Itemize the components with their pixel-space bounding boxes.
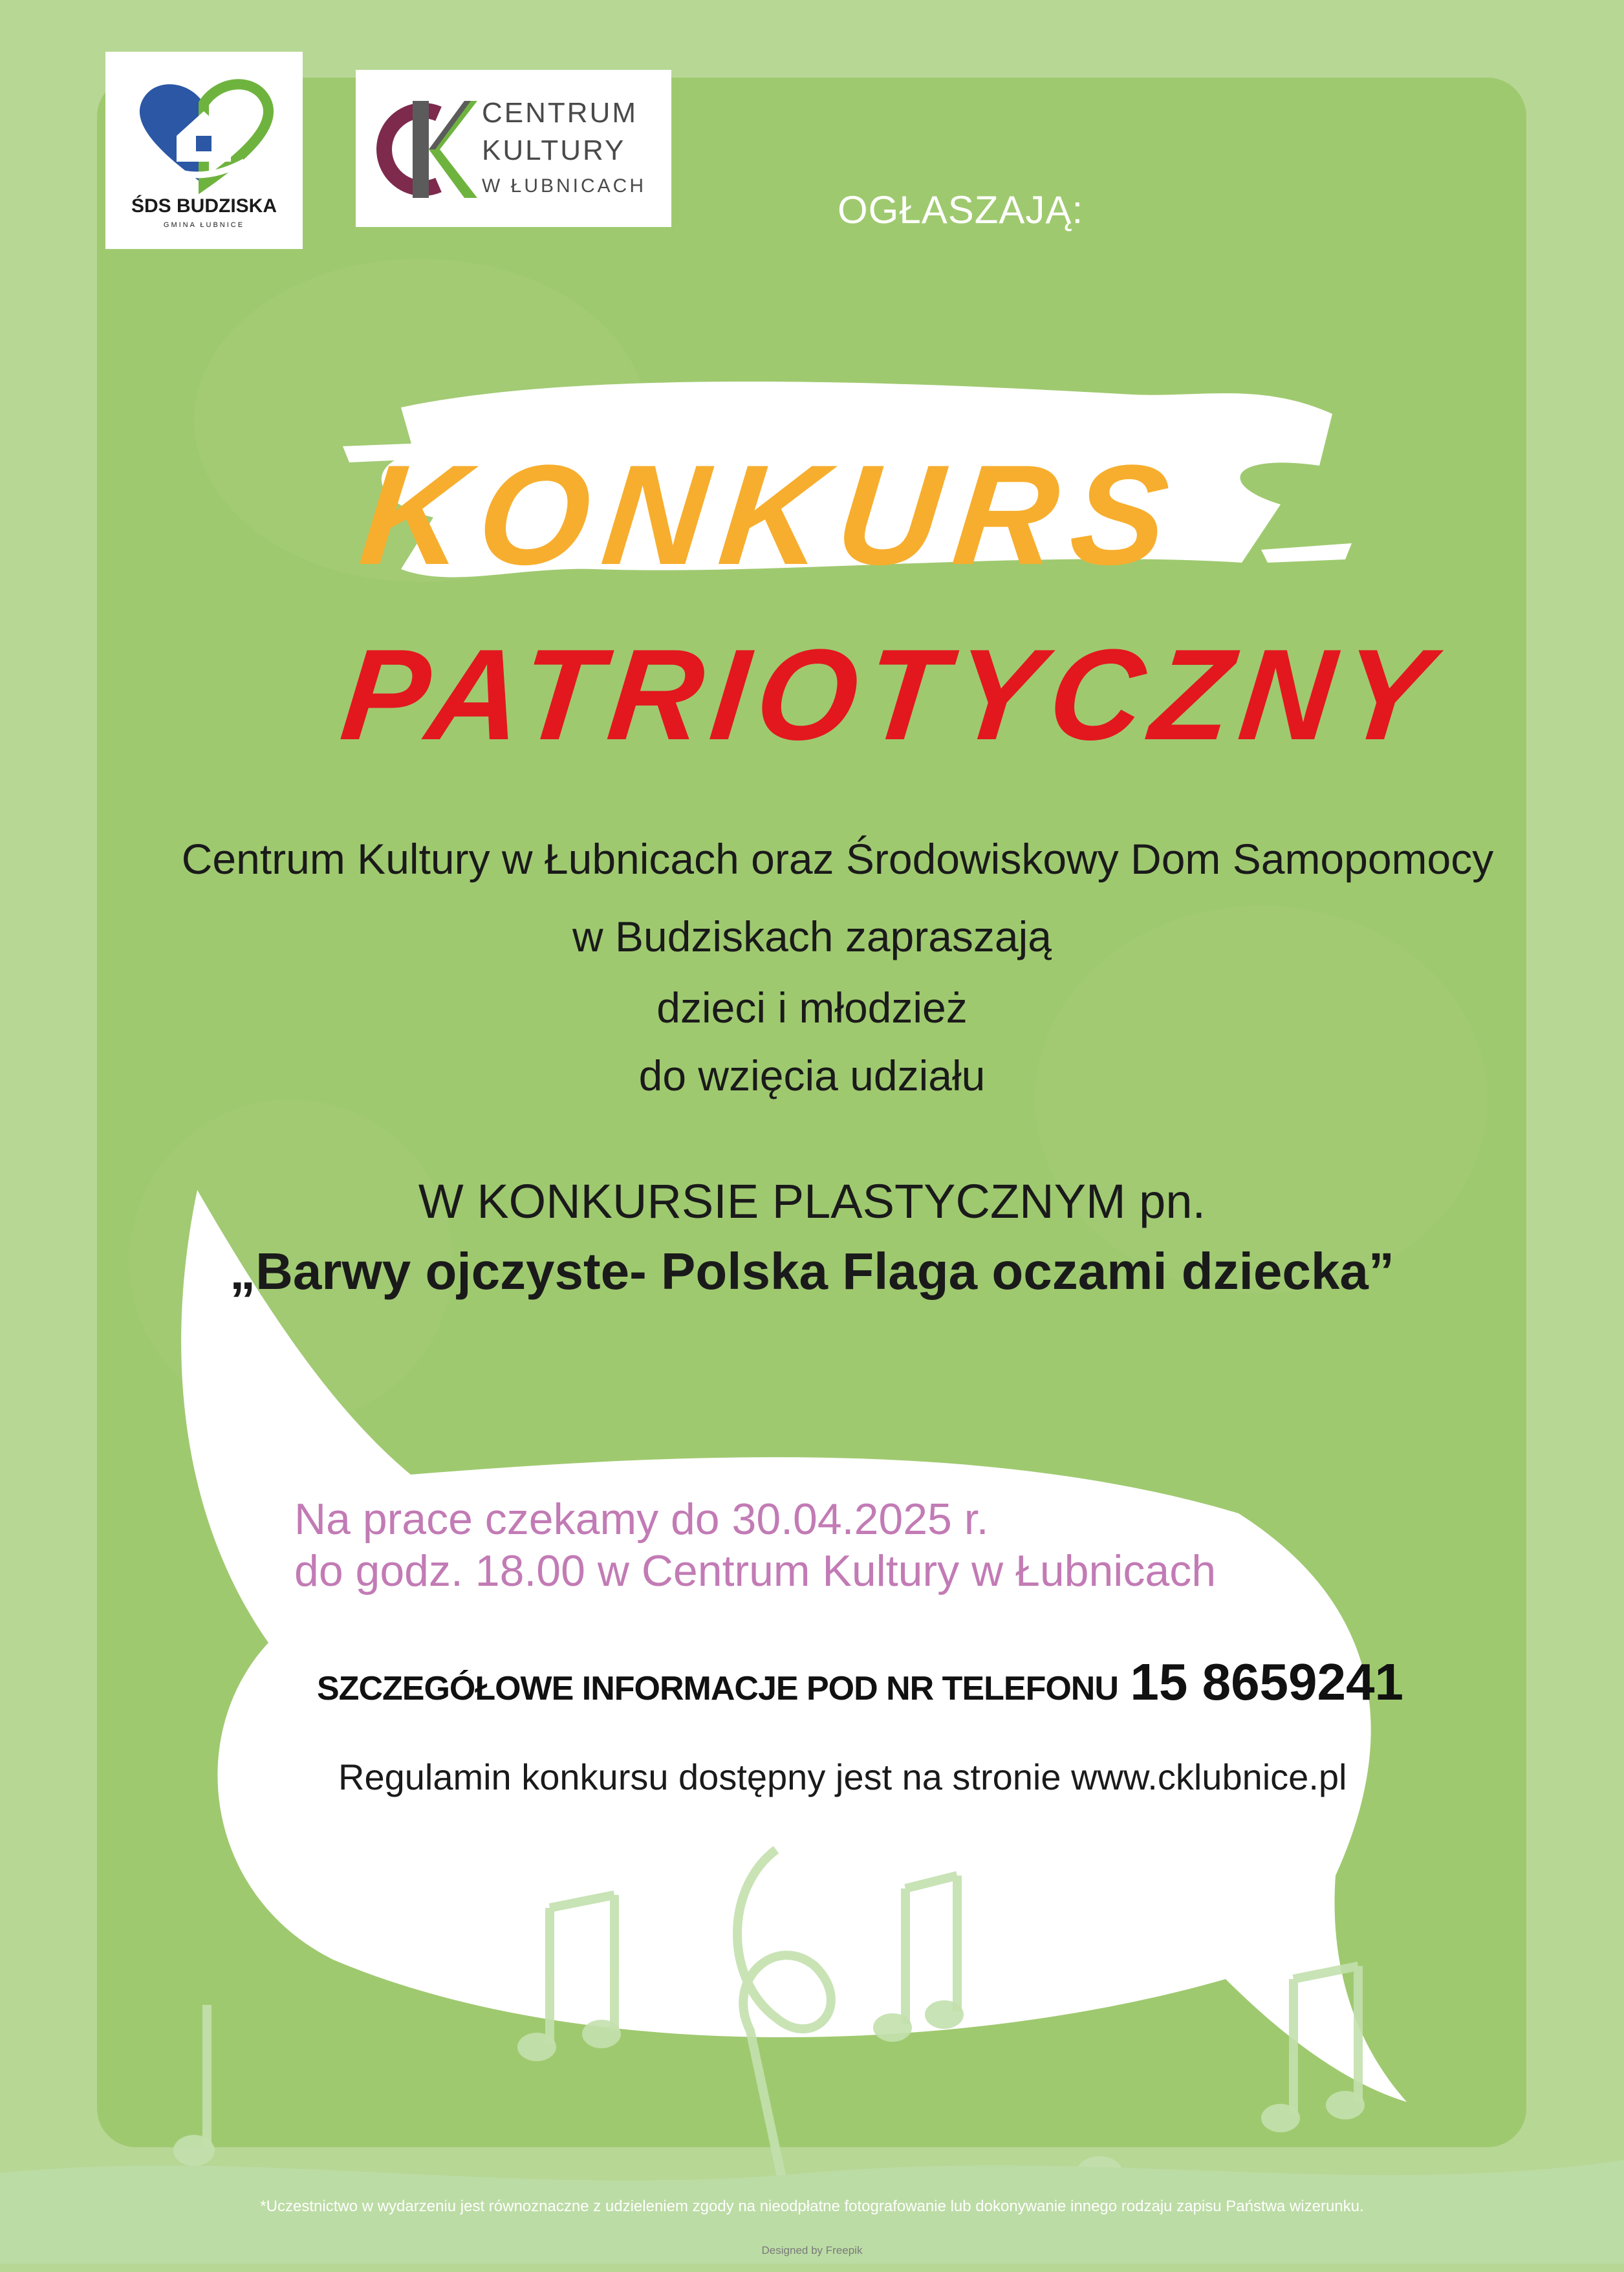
music-notes-decoration [0,1811,1624,2264]
ck-logo-line2: KULTURY [482,135,626,166]
heart-house-icon [105,65,303,194]
sds-logo-name: ŚDS BUDZISKA [131,195,277,217]
invitation-line1: Centrum Kultury w Łubnicach oraz Środowiskowy Dom Samopomocy [181,835,1494,883]
ck-monogram-icon [367,94,477,204]
phone-info-label: SZCZEGÓŁOWE INFORMACJE POD NR TELEFONU [317,1670,1118,1707]
sds-budziska-logo [105,52,303,249]
contest-title: „Barwy ojczyste- Polska Flaga oczami dziecka” [230,1242,1394,1300]
ck-logo-line3: W ŁUBNICACH [482,175,647,197]
contest-heading: W KONKURSIE PLASTYCZNYM pn. [418,1174,1206,1228]
invitation-line4: do wzięcia udziału [638,1052,986,1099]
title-patriotyczny: PATRIOTYCZNY [335,623,1446,767]
title-konkurs: KONKURS [354,435,1190,594]
phone-number: 15 8659241 [1130,1653,1404,1711]
centrum-kultury-logo [356,70,671,227]
invitation-line2: w Budziskach zapraszają [572,913,1052,960]
phone-info [317,1652,1403,1712]
invitation-line3: dzieci i młodzież [656,984,968,1032]
sds-logo-subtitle: GMINA ŁUBNICE [163,221,245,229]
footer-note: *Uczestnictwo w wydarzeniu jest równoznaczne z udzieleniem zgody na nieodpłatne fotografowanie lub dokonywanie innego rodzaju zapisu Państwa wizerunku. [260,2198,1364,2215]
deadline-line1: Na prace czekamy do 30.04.2025 r. [294,1495,989,1544]
ck-logo-line1: CENTRUM [482,97,638,129]
deadline-line2: do godz. 18.00 w Centrum Kultury w Łubnicach [294,1546,1217,1596]
announce-heading: OGŁASZAJĄ: [838,188,1084,232]
rules-line: Regulamin konkursu dostępny jest na stronie www.cklubnice.pl [338,1757,1347,1797]
footer-credit: Designed by Freepik [761,2244,863,2256]
